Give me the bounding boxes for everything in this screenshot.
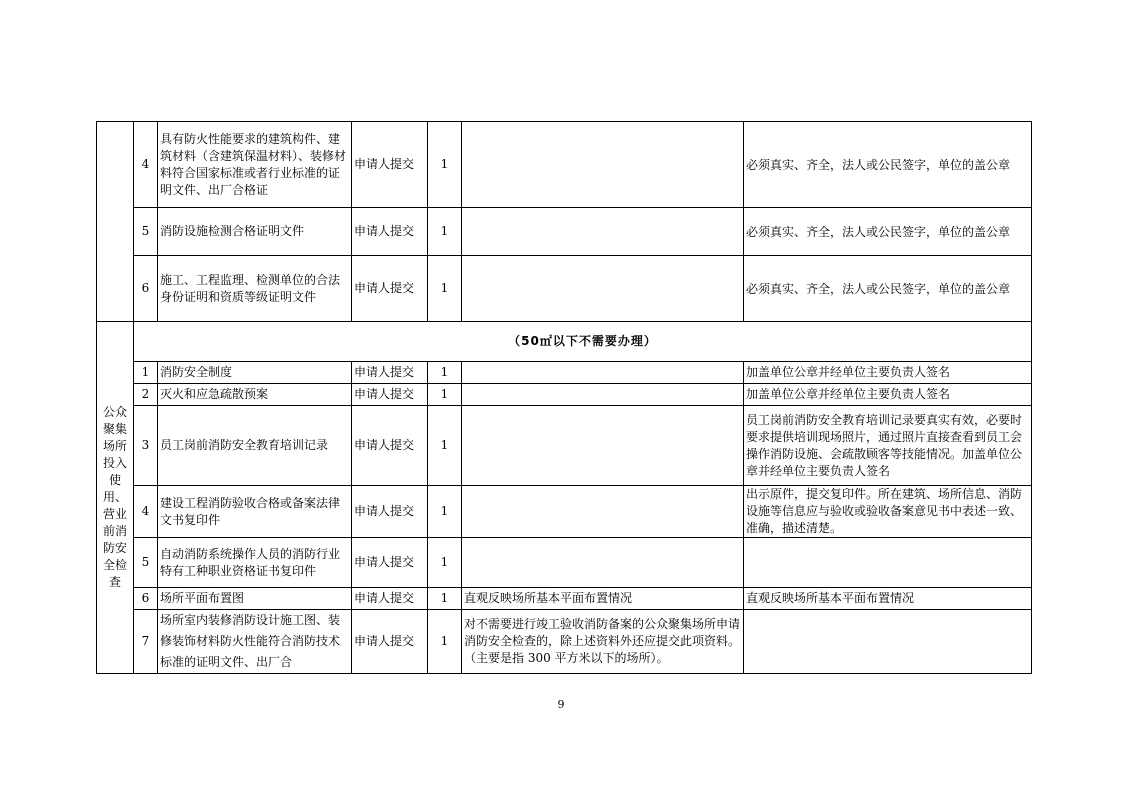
- row-number: 5: [134, 538, 158, 588]
- table-row: [97, 362, 1032, 384]
- category-label: 公众聚集场所投入使用、营业前消防安全检查: [97, 322, 134, 674]
- material-note: [462, 362, 744, 384]
- material-note: [462, 384, 744, 406]
- row-number: 6: [134, 588, 158, 610]
- material-requirement: 直观反映场所基本平面布置情况: [744, 588, 1032, 610]
- section-title: （50㎡以下不需要办理）: [134, 322, 1032, 362]
- material-source: 申请人提交: [352, 256, 428, 322]
- material-count: 1: [428, 362, 462, 384]
- material-name: 施工、工程监理、检测单位的合法身份证明和资质等级证明文件: [158, 256, 352, 322]
- row-number: 2: [134, 384, 158, 406]
- material-source: 申请人提交: [352, 588, 428, 610]
- material-count: 1: [428, 406, 462, 486]
- material-name: 场所平面布置图: [158, 588, 352, 610]
- material-requirement: [744, 610, 1032, 674]
- material-note: [462, 406, 744, 486]
- material-source: 申请人提交: [352, 208, 428, 256]
- table-row: [97, 256, 1032, 322]
- material-name: 消防安全制度: [158, 362, 352, 384]
- material-name: 场所室内装修消防设计施工图、装修装饰材料防火性能符合消防技术标准的证明文件、出厂合: [158, 610, 352, 674]
- material-name: 灭火和应急疏散预案: [158, 384, 352, 406]
- material-requirement: 员工岗前消防安全教育培训记录要真实有效，必要时要求提供培训现场照片，通过照片直接查看到员工会操作消防设施、会疏散顾客等技能情况。加盖单位公章并经单位主要负责人签名: [744, 406, 1032, 486]
- row-number: 6: [134, 256, 158, 322]
- row-number: 4: [134, 122, 158, 208]
- material-count: 1: [428, 208, 462, 256]
- material-count: 1: [428, 538, 462, 588]
- row-number: 7: [134, 610, 158, 674]
- table-row: [97, 208, 1032, 256]
- table-row: [97, 384, 1032, 406]
- material-source: 申请人提交: [352, 122, 428, 208]
- material-source: 申请人提交: [352, 486, 428, 538]
- material-note: [462, 538, 744, 588]
- material-count: 1: [428, 486, 462, 538]
- materials-table: [96, 121, 1032, 674]
- material-name: 自动消防系统操作人员的消防行业特有工种职业资格证书复印件: [158, 538, 352, 588]
- material-source: 申请人提交: [352, 384, 428, 406]
- material-note: [462, 122, 744, 208]
- table-row: [97, 122, 1032, 208]
- material-count: 1: [428, 256, 462, 322]
- table-row: [97, 610, 1032, 674]
- table-row: [97, 588, 1032, 610]
- category-cell-empty: [97, 122, 134, 322]
- material-source: 申请人提交: [352, 538, 428, 588]
- material-name: 员工岗前消防安全教育培训记录: [158, 406, 352, 486]
- material-requirement: 加盖单位公章并经单位主要负责人签名: [744, 362, 1032, 384]
- material-name: 消防设施检测合格证明文件: [158, 208, 352, 256]
- material-note: 对不需要进行竣工验收消防备案的公众聚集场所申请消防安全检查的，除上述资料外还应提交此项资料。（主要是指 300 平方米以下的场所）。: [462, 610, 744, 674]
- material-name: 建设工程消防验收合格或备案法律文书复印件: [158, 486, 352, 538]
- material-source: 申请人提交: [352, 406, 428, 486]
- material-requirement: 出示原件，提交复印件。所在建筑、场所信息、消防设施等信息应与验收或验收备案意见书中表述一致、准确，描述清楚。: [744, 486, 1032, 538]
- material-note: [462, 208, 744, 256]
- page-number: 9: [557, 698, 565, 711]
- material-name: 具有防火性能要求的建筑构件、建筑材料（含建筑保温材料）、装修材料符合国家标准或者行业标准的证明文件、出厂合格证: [158, 122, 352, 208]
- material-count: 1: [428, 588, 462, 610]
- row-number: 4: [134, 486, 158, 538]
- material-source: 申请人提交: [352, 610, 428, 674]
- material-requirement: 加盖单位公章并经单位主要负责人签名: [744, 384, 1032, 406]
- material-note: [462, 256, 744, 322]
- material-source: 申请人提交: [352, 362, 428, 384]
- row-number: 1: [134, 362, 158, 384]
- material-requirement: [744, 538, 1032, 588]
- material-requirement: 必须真实、齐全，法人或公民签字，单位的盖公章: [744, 208, 1032, 256]
- material-count: 1: [428, 122, 462, 208]
- material-note: [462, 486, 744, 538]
- row-number: 5: [134, 208, 158, 256]
- material-count: 1: [428, 384, 462, 406]
- section-row: [97, 322, 1032, 362]
- material-note: 直观反映场所基本平面布置情况: [462, 588, 744, 610]
- row-number: 3: [134, 406, 158, 486]
- material-requirement: 必须真实、齐全，法人或公民签字，单位的盖公章: [744, 122, 1032, 208]
- table-row: [97, 538, 1032, 588]
- material-count: 1: [428, 610, 462, 674]
- material-requirement: 必须真实、齐全，法人或公民签字，单位的盖公章: [744, 256, 1032, 322]
- table-row: [97, 486, 1032, 538]
- table-row: [97, 406, 1032, 486]
